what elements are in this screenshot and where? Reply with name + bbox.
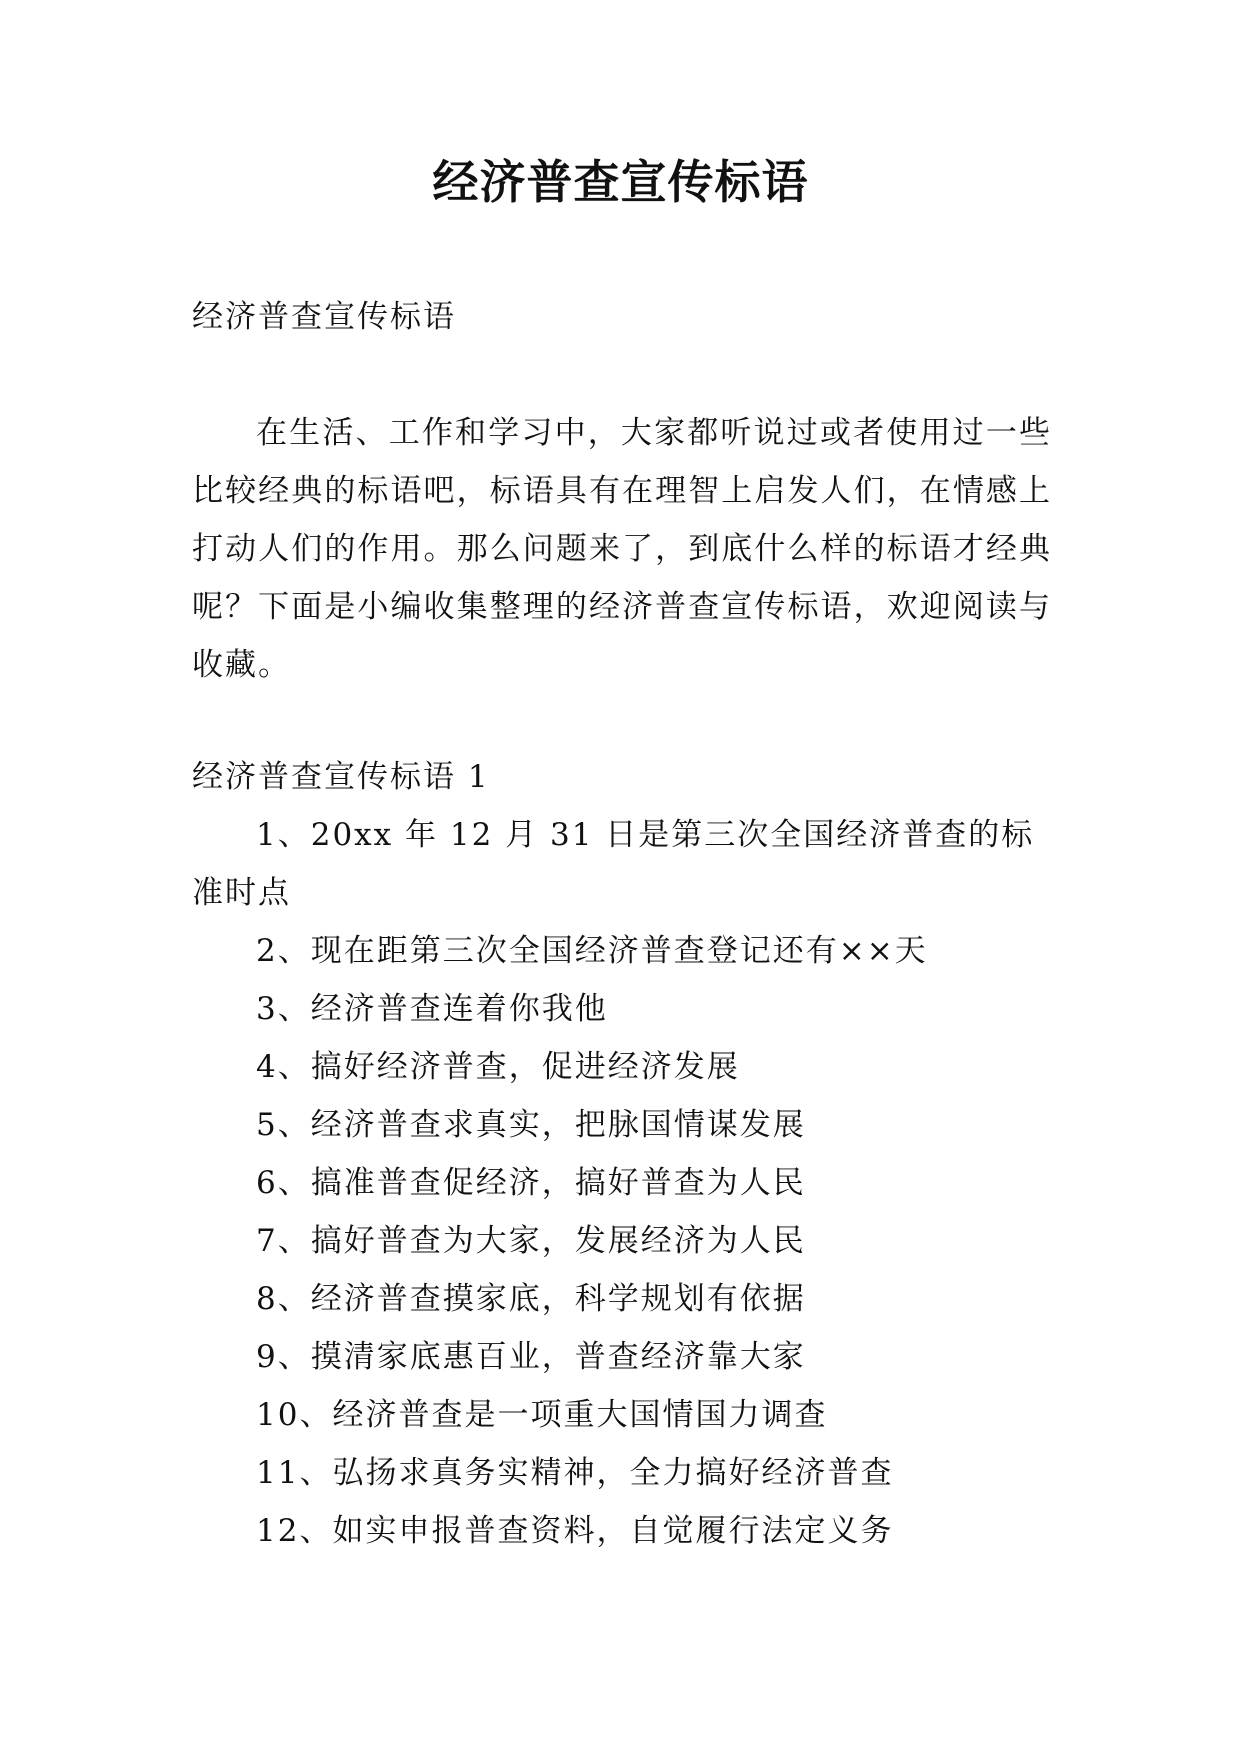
slogan-item-6: 6、搞准普查促经济，搞好普查为人民 (256, 1165, 806, 1201)
document-subtitle: 经济普查宣传标语 (192, 299, 456, 335)
slogan-item-11: 11、弘扬求真务实精神，全力搞好经济普查 (256, 1455, 894, 1491)
section-heading: 经济普查宣传标语 1 (192, 759, 490, 795)
slogan-item-9: 9、摸清家底惠百业，普查经济靠大家 (256, 1339, 806, 1375)
slogan-list (192, 806, 1052, 1560)
slogan-item-4: 4、搞好经济普查，促进经济发展 (256, 1049, 740, 1085)
slogan-item-1: 1、20xx 年 12 月 31 日是第三次全国经济普查的标准时点 (192, 817, 1035, 911)
slogan-item-10: 10、经济普查是一项重大国情国力调查 (256, 1397, 828, 1433)
slogan-item-2: 2、现在距第三次全国经济普查登记还有××天 (256, 933, 928, 969)
slogan-item-5: 5、经济普查求真实，把脉国情谋发展 (256, 1107, 806, 1143)
intro-paragraph: 在生活、工作和学习中，大家都听说过或者使用过一些比较经典的标语吧，标语具有在理智上启发人们，在情感上打动人们的作用。那么问题来了，到底什么样的标语才经典呢？下面是小编收集整理的经济普查宣传标语，欢迎阅读与收藏。 (192, 415, 1052, 683)
slogan-item-7: 7、搞好普查为大家，发展经济为人民 (256, 1223, 806, 1259)
document-title: 经济普查宣传标语 (432, 155, 809, 209)
slogan-item-3: 3、经济普查连着你我他 (256, 991, 608, 1027)
slogan-item-8: 8、经济普查摸家底，科学规划有依据 (256, 1281, 806, 1317)
slogan-item-12: 12、如实申报普查资料，自觉履行法定义务 (256, 1513, 894, 1549)
